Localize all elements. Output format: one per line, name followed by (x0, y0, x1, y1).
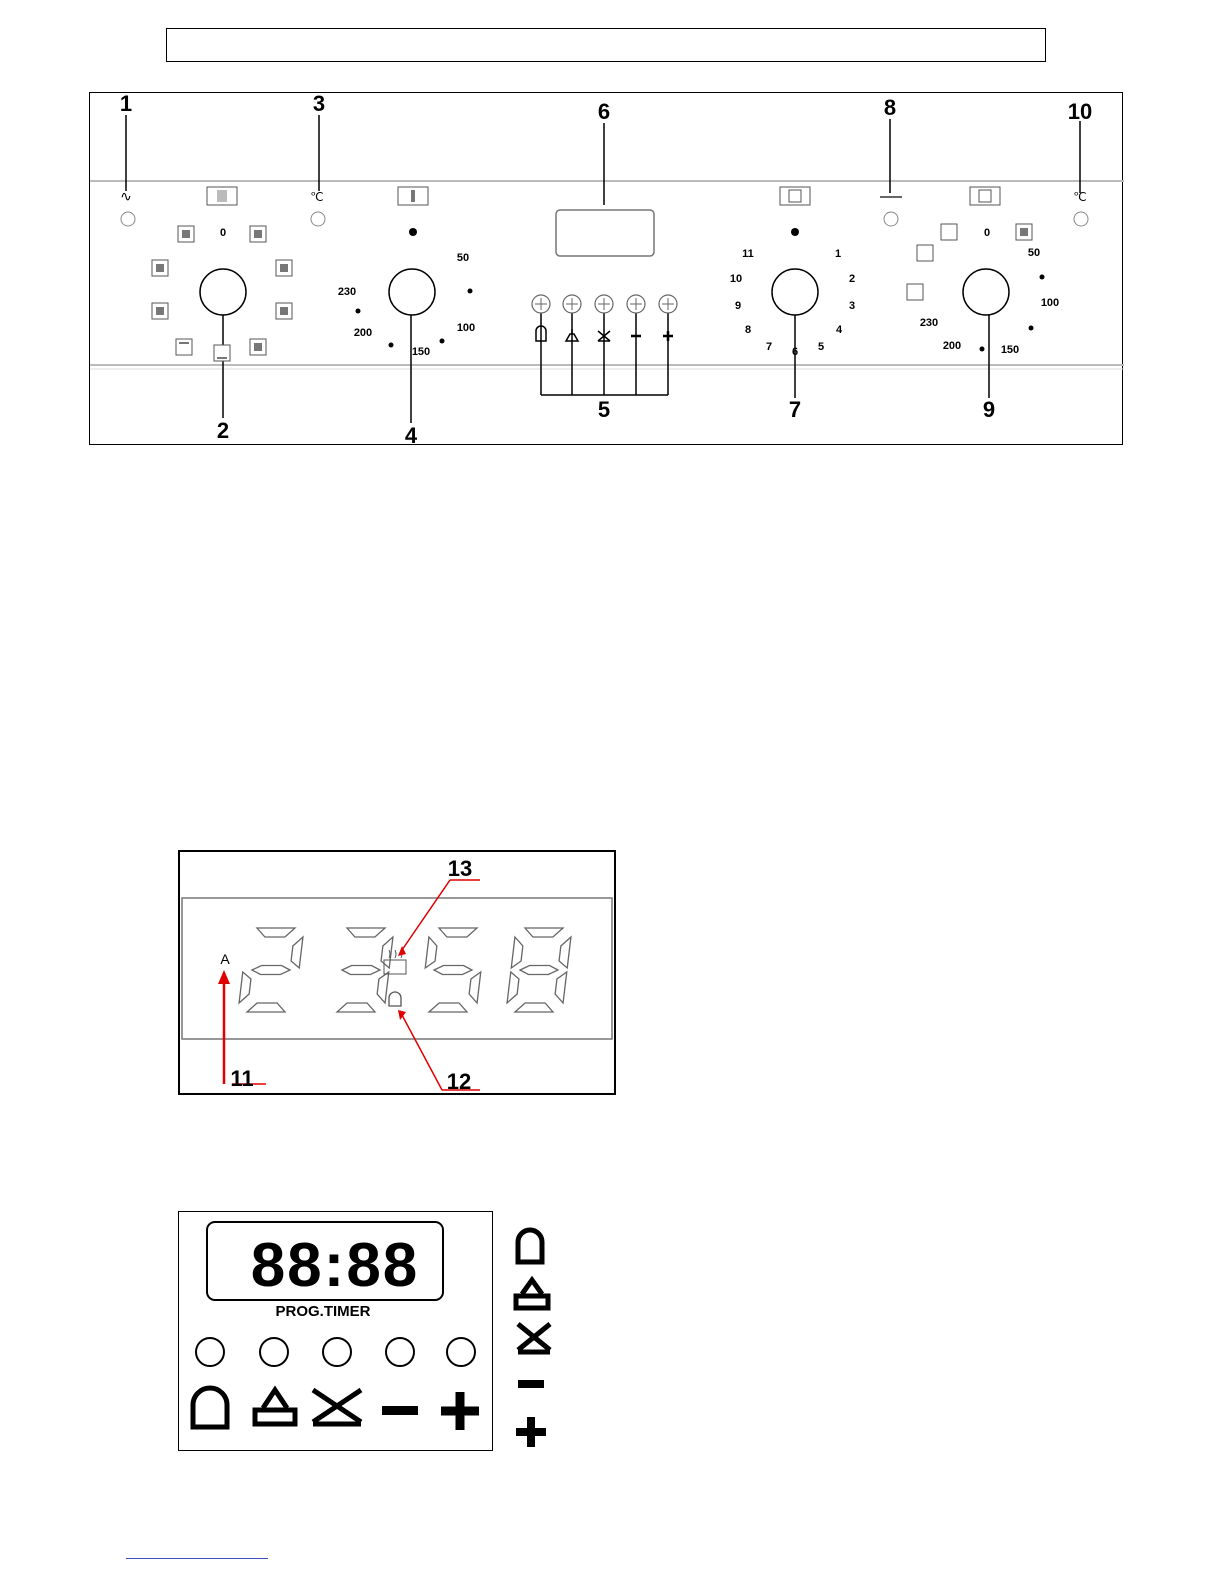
plus-icon (441, 1392, 479, 1430)
timer-label-1: 1 (834, 248, 842, 260)
legend-end-icon (518, 1324, 550, 1352)
top-heat-icon (941, 224, 957, 240)
temp-symbol-right: ℃ (1073, 190, 1087, 204)
bell-icon (193, 1388, 227, 1427)
temperature-knob[interactable] (389, 269, 435, 315)
function-knob[interactable] (200, 269, 246, 315)
callout-1: 1 (119, 93, 133, 116)
power-lamp (121, 212, 135, 226)
timer-label-6: 6 (791, 346, 799, 358)
callout-10: 10 (1067, 99, 1093, 124)
timer-knob[interactable] (772, 269, 818, 315)
clock-display (556, 210, 654, 256)
temp-label-200: 200 (353, 327, 373, 339)
prog-plus-button[interactable] (447, 1338, 475, 1366)
timer-label-10: 10 (729, 273, 743, 285)
prog-label: PROG.TIMER (275, 1303, 371, 1320)
oven-icon (917, 245, 933, 261)
footer-link-underline (126, 1558, 268, 1559)
prog-minus-button[interactable] (386, 1338, 414, 1366)
second-label-230: 230 (919, 317, 939, 329)
control-panel-diagram (89, 92, 1123, 445)
callout-7: 7 (788, 397, 802, 422)
off-dot (409, 228, 417, 236)
callout-11: 11 (230, 1066, 254, 1091)
temp-lamp-right (1074, 212, 1088, 226)
prog-timer-svg (179, 1212, 492, 1450)
second-oven-knob[interactable] (963, 269, 1009, 315)
callout-2: 2 (216, 418, 230, 443)
callout-13: 13 (447, 856, 473, 881)
callout-6: 6 (597, 99, 611, 124)
callout-9: 9 (982, 397, 996, 422)
lcd-segment (252, 966, 290, 975)
timer-label-11: 11 (742, 248, 754, 260)
callout-4: 4 (404, 423, 418, 446)
timer-label-4: 4 (835, 324, 843, 336)
timer-label-3: 3 (848, 300, 856, 312)
second-label-200: 200 (942, 340, 962, 352)
second-label-50: 50 (1027, 247, 1041, 259)
top-heat-icon (176, 339, 192, 355)
callout-8: 8 (883, 95, 897, 120)
prog-end-button[interactable] (323, 1338, 351, 1366)
lcd-svg (180, 852, 614, 1093)
bottom-heat-icon (907, 284, 923, 300)
timer-off-dot (791, 228, 799, 236)
minus-icon (382, 1406, 418, 1415)
temp-label-150: 150 (411, 346, 431, 358)
end-icon (313, 1390, 361, 1424)
prog-legend (510, 1222, 558, 1452)
timer-label-5: 5 (817, 341, 825, 353)
temp-label-230: 230 (337, 286, 357, 298)
grill-lamp (884, 212, 898, 226)
legend-plus-icon (516, 1417, 546, 1447)
plus-icon (663, 331, 673, 341)
temp-label-50: 50 (456, 252, 470, 264)
timer-label-7: 7 (765, 341, 773, 353)
legend-start-icon (516, 1280, 548, 1308)
function-zero-label: 0 (219, 227, 227, 239)
title-box (166, 28, 1046, 62)
prog-timer-diagram (178, 1211, 493, 1451)
lcd-segment (342, 966, 380, 975)
temp-lamp-left (311, 212, 325, 226)
temp-label-100: 100 (456, 322, 476, 334)
second-label-100: 100 (1040, 297, 1060, 309)
callout-3: 3 (312, 93, 326, 116)
callout-12: 12 (446, 1069, 472, 1093)
callout-5: 5 (597, 397, 611, 422)
timer-label-9: 9 (734, 300, 742, 312)
timer-label-2: 2 (848, 273, 856, 285)
lcd-segment (434, 966, 472, 975)
lcd-display-diagram (178, 850, 616, 1095)
second-zero-label: 0 (983, 227, 991, 239)
temp-symbol-left: ℃ (310, 190, 324, 204)
start-icon (255, 1390, 295, 1424)
auto-indicator: A (220, 951, 230, 967)
timer-label-8: 8 (744, 324, 752, 336)
power-symbol: ∿ (120, 188, 132, 204)
prog-start-button[interactable] (260, 1338, 288, 1366)
prog-time-readout: 88:88 (250, 1231, 420, 1300)
prog-bell-button[interactable] (196, 1338, 224, 1366)
legend-bell-icon (518, 1230, 542, 1262)
second-label-150: 150 (1000, 344, 1020, 356)
legend-minus-icon (518, 1380, 544, 1388)
control-panel-svg (90, 93, 1124, 446)
lcd-segment (520, 966, 558, 975)
